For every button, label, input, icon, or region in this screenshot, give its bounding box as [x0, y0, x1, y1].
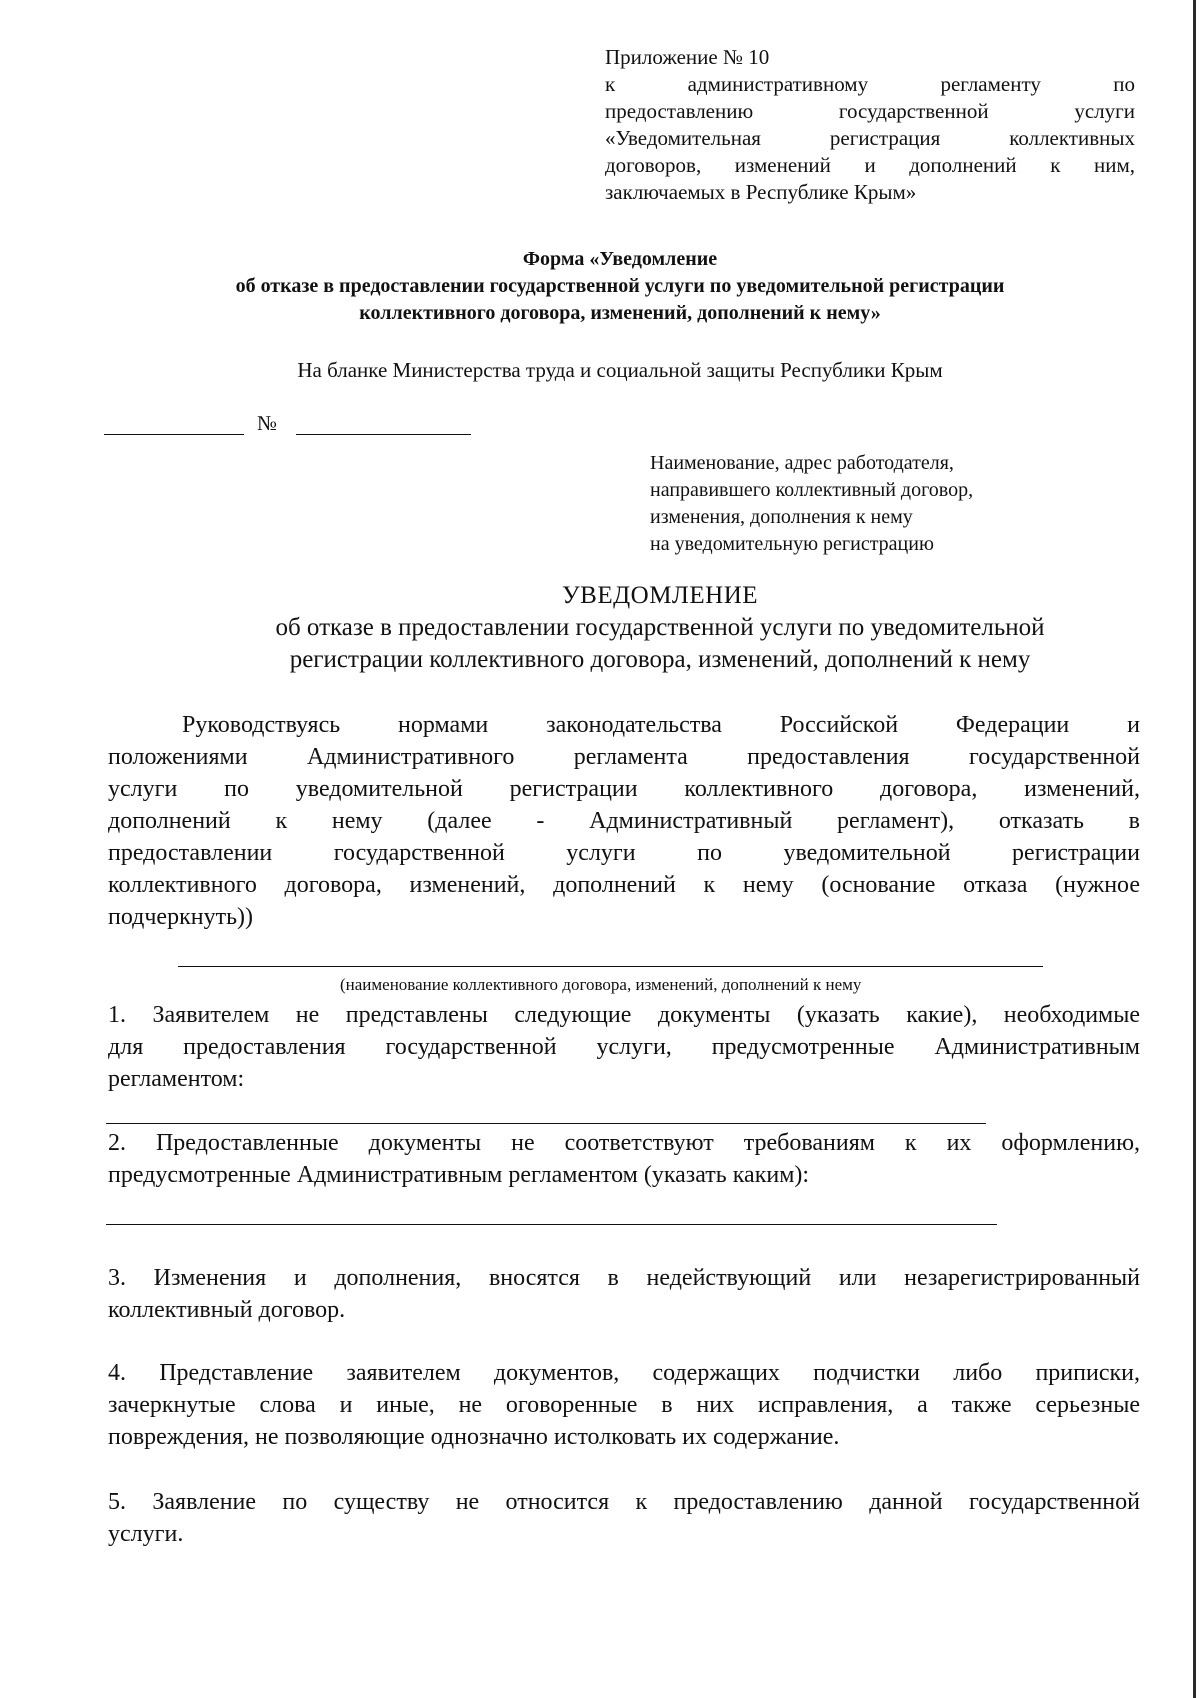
- notice-title: УВЕДОМЛЕНИЕ: [561, 582, 759, 609]
- intro-line: услуги по уведомительной регистрации коллективного договора, изменений,: [108, 776, 1140, 802]
- notice-subtitle-line: об отказе в предоставлении государственной услуги по уведомительной: [275, 614, 1045, 641]
- agreement-name-caption: (наименование коллективного договора, изменений, дополнений к нему: [340, 975, 862, 994]
- reason-item-1: [108, 999, 1140, 1095]
- appendix-line: заключаемых в Республике Крым»: [605, 180, 917, 204]
- reason-line: предусмотренные Административным регламентом (указать каким):: [108, 1162, 810, 1188]
- scan-edge-line: [1193, 0, 1196, 1698]
- reason-item-4: [108, 1357, 1140, 1453]
- notice-subtitle-line: регистрации коллективного договора, изменений, дополнений к нему: [289, 646, 1031, 673]
- reason-line: повреждения, не позволяющие однозначно истолковать их содержание.: [108, 1424, 840, 1450]
- reason-line: 2. Предоставленные документы не соответствуют требованиям к их оформлению,: [108, 1130, 1140, 1156]
- intro-line: дополнений к нему (далее - Административный регламент), отказать в: [108, 808, 1140, 834]
- notice-heading: [100, 580, 1200, 676]
- appendix-number: Приложение № 10: [605, 45, 770, 69]
- appendix-line: договоров, изменений и дополнений к ним,: [605, 153, 1135, 177]
- letterhead-note: На бланке Министерства труда и социальной защиты Республики Крым: [297, 358, 943, 382]
- appendix-line: к административному регламенту по: [605, 72, 1135, 96]
- appendix-line: «Уведомительная регистрация коллективных: [605, 126, 1135, 150]
- number-sign: №: [257, 411, 278, 435]
- form-title-line: коллективного договора, изменений, дополнений к нему»: [359, 302, 881, 324]
- intro-line: Руководствуясь нормами законодательства Российской Федерации и: [182, 712, 1140, 738]
- reason-line: для предоставления государственной услуги, предусмотренные Административным: [108, 1034, 1140, 1060]
- reason-line: 4. Представление заявителем документов, содержащих подчистки либо приписки,: [108, 1360, 1140, 1386]
- date-blank: [104, 410, 244, 435]
- addressee-line: Наименование, адрес работодателя,: [650, 452, 954, 474]
- reason-line: зачеркнутые слова и иные, не оговоренные в них исправления, а также серьезные: [108, 1392, 1140, 1418]
- addressee-line: направившего коллективный договор,: [650, 479, 974, 501]
- reason-line: услуги.: [108, 1521, 184, 1547]
- reason-line: 1. Заявителем не представлены следующие документы (указать какие), необходимые: [108, 1002, 1140, 1028]
- reason-item-3: [108, 1262, 1140, 1326]
- appendix-block: [605, 44, 1135, 206]
- intro-line: подчеркнуть)): [108, 904, 254, 930]
- addressee-line: на уведомительную регистрацию: [650, 533, 934, 555]
- reason-item-2: [108, 1127, 1140, 1191]
- reason-line: 3. Изменения и дополнения, вносятся в недействующий или незарегистрированный: [108, 1265, 1140, 1291]
- addressee-block: [650, 450, 1130, 558]
- reason-line: коллективный договор.: [108, 1297, 346, 1323]
- intro-line: коллективного договора, изменений, дополнений к нему (основание отказа (нужное: [108, 872, 1140, 898]
- requirements-blank: [106, 1224, 997, 1225]
- form-title: [100, 246, 1140, 327]
- form-title-line: об отказе в предоставлении государственной услуги по уведомительной регистрации: [235, 275, 1005, 297]
- intro-line: предоставлении государственной услуги по уведомительной регистрации: [108, 840, 1140, 866]
- agreement-name-blank: [178, 966, 1043, 967]
- intro-line: положениями Административного регламента предоставления государственной: [108, 744, 1140, 770]
- reason-line: регламентом:: [108, 1066, 245, 1092]
- appendix-line: предоставлению государственной услуги: [605, 99, 1135, 123]
- reason-line: 5. Заявление по существу не относится к предоставлению данной государственной: [108, 1489, 1140, 1515]
- addressee-line: изменения, дополнения к нему: [650, 506, 913, 528]
- form-title-line: Форма «Уведомление: [522, 248, 718, 270]
- number-blank: [296, 410, 471, 435]
- intro-paragraph: [108, 709, 1140, 933]
- reason-item-5: [108, 1486, 1140, 1550]
- missing-documents-blank: [106, 1123, 986, 1124]
